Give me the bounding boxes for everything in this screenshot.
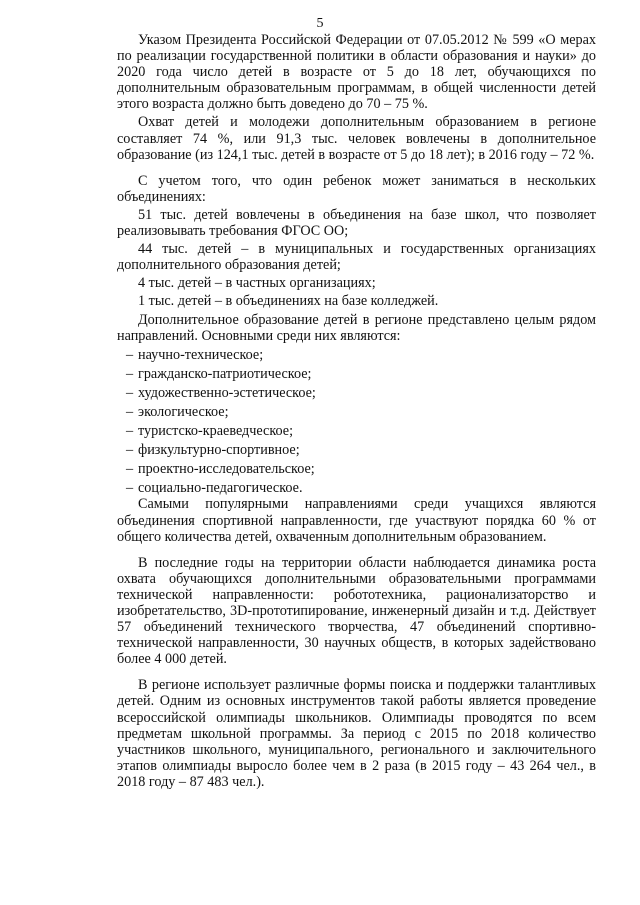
paragraph-private: 4 тыс. детей – в частных организациях;: [138, 275, 376, 292]
list-item: [117, 385, 596, 401]
list-item: [117, 347, 596, 363]
list-item-text: социально-педагогическое.: [138, 480, 303, 497]
paragraph-multiple-associations: С учетом того, что один ребенок может заниматься в нескольких объединениях:: [117, 172, 596, 205]
paragraph-colleges: 1 тыс. детей – в объединениях на базе колледжей.: [138, 293, 439, 310]
list-item: [117, 423, 596, 439]
paragraph-directions: Дополнительное образование детей в регионе представлено целым рядом направлений. Основными среди них являются:: [117, 311, 596, 344]
dash-marker: –: [126, 346, 134, 363]
page-number: 5: [316, 16, 324, 31]
paragraph-schools: 51 тыс. детей вовлечены в объединения на базе школ, что позволяет реализовывать требования ФГОС ОО;: [117, 206, 596, 240]
list-item-text: гражданско-патриотическое;: [138, 365, 312, 382]
list-item: [117, 442, 596, 458]
list-item-text: экологическое;: [138, 403, 229, 420]
dash-marker: –: [126, 403, 134, 420]
dash-marker: –: [126, 423, 134, 440]
list-item-text: проектно-исследовательское;: [138, 461, 315, 478]
list-item: [117, 404, 596, 420]
paragraph-olympiad: В регионе использует различные формы поиска и поддержки талантливых детей. Одним из основных инструментов такой работы является проведение всероссийской олимпиады школьников. Олимпиады проводятся по всем предметам школьной программы. За период с 2015 по 2018 количество участников школьного, муниципального, регионального и заключительного этапов олимпиады выросло более чем в 2 раза (в 2015 году – 43 264 чел., в 2018 году – 87 483 чел.).: [117, 677, 596, 790]
dash-marker: –: [126, 461, 134, 478]
list-item-text: туристско-краеведческое;: [138, 423, 294, 440]
list-item: [117, 461, 596, 477]
paragraph-popular-sports: Самыми популярными направлениями среди учащихся являются объединения спортивной направленности, где участвуют порядка 60 % от общего количества детей, охваченным дополнительным образованием.: [117, 496, 596, 545]
directions-list: [117, 347, 596, 497]
list-item: [117, 366, 596, 382]
list-item: [117, 480, 596, 496]
dash-marker: –: [126, 480, 134, 497]
dash-marker: –: [126, 365, 134, 382]
paragraph-technical-growth: В последние годы на территории области наблюдается динамика роста охвата обучающихся дополнительными образовательными программами технической направленности: робототехника, рационализаторство и изобретательство, 3D-прототипирование, инженерный дизайн и т.д. Действует 57 объединений технического творчества, 47 объединений спортивно-технической направленности, 30 научных обществ, в которых задействовано более 4 000 детей.: [117, 554, 596, 668]
list-item-text: художественно-эстетическое;: [138, 384, 316, 401]
document-body: [117, 32, 596, 790]
list-item-text: физкультурно-спортивное;: [138, 442, 300, 459]
paragraph-coverage: Охват детей и молодежи дополнительным образованием в регионе составляет 74 %, или 91,3 тыс. человек вовлечены в дополнительное образование (из 124,1 тыс. детей в возрасте от 5 до 18 лет); в 2016 году – 72 %.: [117, 114, 596, 163]
dash-marker: –: [126, 384, 134, 401]
dash-marker: –: [126, 442, 134, 459]
paragraph-organizations: 44 тыс. детей – в муниципальных и государственных организациях дополнительного образования детей;: [117, 241, 596, 274]
list-item-text: научно-техническое;: [138, 346, 264, 363]
paragraph-decree: Указом Президента Российской Федерации от 07.05.2012 № 599 «О мерах по реализации государственной политики в области образования и науки» до 2020 года число детей в возрасте от 5 до 18 лет, обучающихся по дополнительным образовательным программам, в общей численности детей этого возраста должно быть доведено до 70 – 75 %.: [117, 32, 596, 113]
